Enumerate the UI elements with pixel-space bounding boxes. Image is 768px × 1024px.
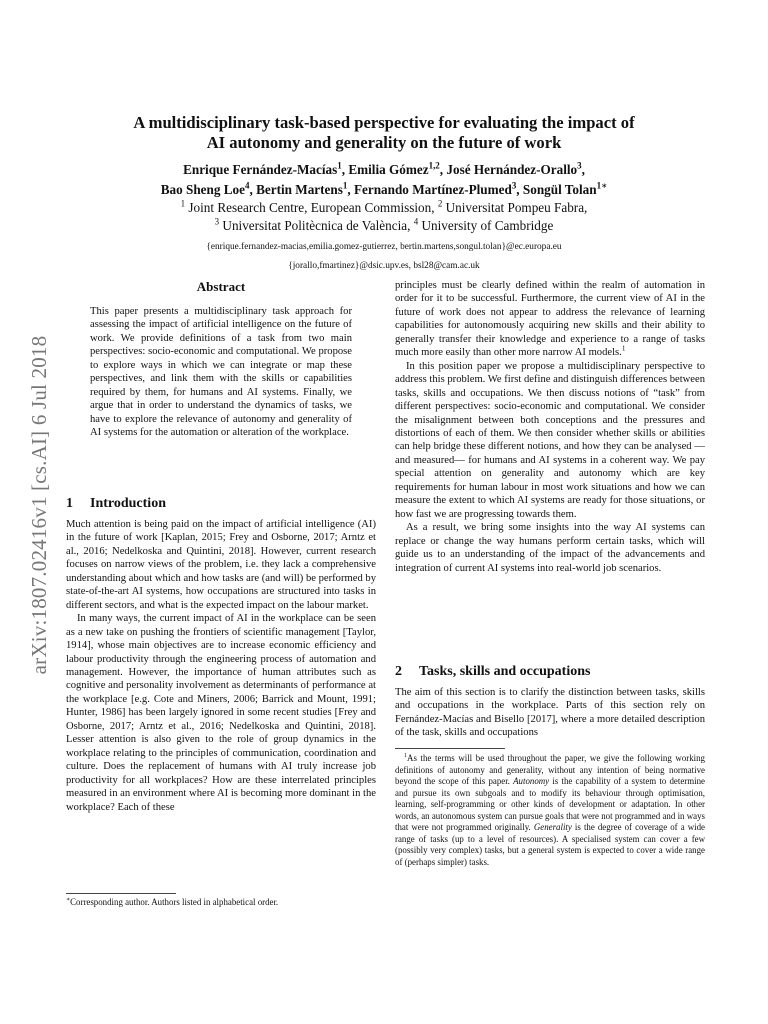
section-number: 2	[395, 664, 402, 679]
author-affil-sup: 1,2	[428, 160, 440, 171]
affiliation-number: 1	[180, 198, 186, 209]
author-affil-sup: 3	[577, 160, 582, 171]
footnote-text: Corresponding author. Authors listed in alphabetical order.	[70, 897, 279, 907]
section-title: Tasks, skills and occupations	[419, 664, 591, 679]
affiliation-text: Joint Research Centre, European Commission,	[188, 200, 435, 215]
author-affil-sup: 3	[511, 180, 517, 191]
affiliations	[80, 199, 688, 235]
footnote-rule	[66, 893, 176, 894]
paragraph: Much attention is being paid on the impact of artificial intelligence (AI) in the future of work [Kaplan, 2015; Frey and Osborne, 2017; Arntz et al., 2016; Nedelkoska and Quintini, 2018]. However, current research focuses on narrow views of the problem, i.e. they lack a comprehensive understanding about which and how tasks are (and will) be performed by state-of-the-art AI systems, how occupations are structured into tasks in different sectors, and what is the expected impact on the labour market.	[66, 519, 376, 611]
affiliation-number: 3	[214, 216, 220, 227]
section-2-body	[395, 686, 705, 740]
paragraph: In many ways, the current impact of AI in the workplace can be seen as a new take on pushing the frontiers of scientific management [Taylor, 1914], whose main objectives are to increase economic efficiency and labour productivity through the engineering process of automation and management. However, the importance of human attributes such as cognitive and personality involvement as determinants of performance at the workplace [e.g. Cote and Miners, 2006; Barrick and Mount, 1991; Hunter, 1986] has been largely ignored in some recent studies [Frey and Osborne, 2017; Arntz et al., 2016; Nedelkoska and Quintini, 2018]. Lesser attention is also given to the role of group dynamics in the workplace relating to the principles of communication, coordination and culture. Does the replacement of humans with AI truly increase job productivity for all workplaces? How are these interrelated principles measured in an environment where AI is becoming more dominant in the workplace? Each of these	[66, 613, 376, 813]
paragraph: As a result, we bring some insights into the way AI systems can replace or change the way humans perform certain tasks, which will guide us to an understanding of the impact of the advancements and integration of current AI systems into real-world job scenarios.	[395, 522, 705, 574]
author-name: Fernando Martínez-Plumed	[353, 182, 512, 197]
section-2-heading	[395, 664, 590, 680]
arxiv-identifier: arXiv:1807.02416v1 [cs.AI] 6 Jul 2018	[27, 335, 51, 675]
paragraph	[395, 279, 705, 360]
author-name: Enrique Fernández-Macías	[183, 162, 338, 177]
author-emails	[80, 238, 688, 276]
author-list	[80, 160, 688, 200]
abstract-heading: Abstract	[196, 279, 246, 294]
author-name: José Hernández-Orallo	[446, 162, 578, 177]
footnote-corresponding-author	[66, 897, 376, 909]
author-affil-sup: 1	[342, 180, 348, 191]
footnote-mark: ∗	[66, 897, 71, 904]
title-line-1: A multidisciplinary task-based perspective for evaluating the impact of	[133, 113, 635, 132]
footnote-definitions	[395, 753, 705, 868]
title-line-2: AI autonomy and generality on the future of work	[206, 133, 562, 152]
footnote-term: Autonomy	[513, 776, 550, 786]
affiliation-number: 4	[413, 216, 419, 227]
paragraph: The aim of this section is to clarify the distinction between tasks, skills and occupations in the workplace. Parts of this section rely on Fernández-Macías and Bisello [2017], where a more detailed description of the task, skills and occupations	[395, 687, 705, 739]
affiliation-number: 2	[437, 198, 443, 209]
footnote-term: Generality	[533, 822, 572, 832]
section-1-heading	[66, 496, 166, 512]
abstract-text: This paper presents a multidisciplinary task approach for assessing the impact of artificial intelligence on the future of work. We provide definitions of a task from two main perspectives: socio-economic and computational. We propose to explore ways in which we can integrate or map these perspectives, and link them with the skills or capabilities required by them, for humans and AI systems. Finally, we argue that in order to understand the dynamics of tasks, we have to explore the relevance of autonomy and generality of AI systems for the automation or alteration of the workplace.	[90, 306, 352, 439]
footnote-text: is the degree of coverage of a wide range of tasks (up to a level of resources). A specialised system can cover a few (possibly very complex) tasks, but a general system is expected to cover a wide range of (perhaps simpler) tasks.	[395, 822, 705, 867]
author-name: Bao Sheng Loe	[160, 182, 245, 197]
paragraph: In this position paper we propose a multidisciplinary perspective to address this problem. We first define and distinguish differences between tasks, skills and occupations. We then discuss notions of “task” from different perspectives: socio-economic and computational. We consider the misalignment between both conceptions and the pressures and distortions of each of them. We then consider whether skills or abilities can help bridge these different notions, and how they can be analysed —and measured— for humans and AI systems in a coherent way. We pay special attention on generality and autonomy which are key requirements for human labour in most work situations and how we can measure the extent to which AI systems are ready for those situations, or how fast we are progressing towards them.	[395, 360, 706, 520]
author-affil-sup: 4	[245, 180, 250, 191]
email-line-2: {jorallo,fmartinez}@dsic.upv.es, bsl28@cam.ac.uk	[288, 261, 480, 271]
author-name: Songül Tolan	[522, 182, 597, 197]
author-affil-sup: 1	[337, 160, 342, 171]
author-name: Bertin Martens	[256, 182, 343, 197]
paragraph-text: principles must be clearly defined within the realm of automation in order for it to be successful. Furthermore, the current view of AI in the future of work does not appear to address the relevance of learning capabilities for autonomously acquiring new skills and their ability to generally transfer their knowledge and experience to a range of tasks much more easily than other more narrow AI models.	[395, 280, 705, 359]
affiliation-text: University of Cambridge	[421, 218, 554, 233]
footnote-mark: 1	[404, 753, 408, 760]
footnote-rule	[395, 748, 505, 749]
email-line-1: {enrique.fernandez-macias,emilia.gomez-gutierrez, bertin.martens,songul.tolan}@ec.europa.eu	[206, 242, 562, 252]
section-title: Introduction	[90, 496, 166, 511]
footnote-text: As the terms will be used throughout the paper, we give the following working definitions of autonomy and generality, without any intention of being normative beyond the scope of this paper.	[395, 753, 705, 786]
section-number: 1	[66, 496, 73, 511]
affiliation-line-1	[80, 199, 688, 217]
introduction-body-continued	[395, 279, 705, 575]
affiliation-line-2	[80, 217, 688, 235]
author-name: Emilia Gómez	[348, 162, 429, 177]
footnote-ref: 1	[621, 344, 626, 353]
affiliation-text: Universitat Pompeu Fabra,	[445, 200, 588, 215]
introduction-body	[66, 518, 376, 814]
affiliation-text: Universitat Politècnica de València,	[222, 218, 411, 233]
footnote-text: is the capability of a system to determine and pursue its own subgoals and to modify its behaviour through optimisation, learning, self-programming or other kinds of development or adaptation. In other words, an autonomous system can pursue goals that were not programmed and in ways that were not programmed originally.	[395, 776, 705, 832]
paper-title	[80, 113, 688, 153]
author-affil-sup: 1∗	[596, 180, 608, 191]
author-line-2: Bao Sheng Loe$^4$, Bertin Martens$^1$, Fernando Martínez-Plumed$^3$, Songül Tolan$^{1∗}$	[160, 180, 608, 197]
author-line-1: Enrique Fernández-Macías$^1$, Emilia Gómez$^{1,2}$, José Hernández-Orallo$^3$,	[183, 160, 585, 177]
